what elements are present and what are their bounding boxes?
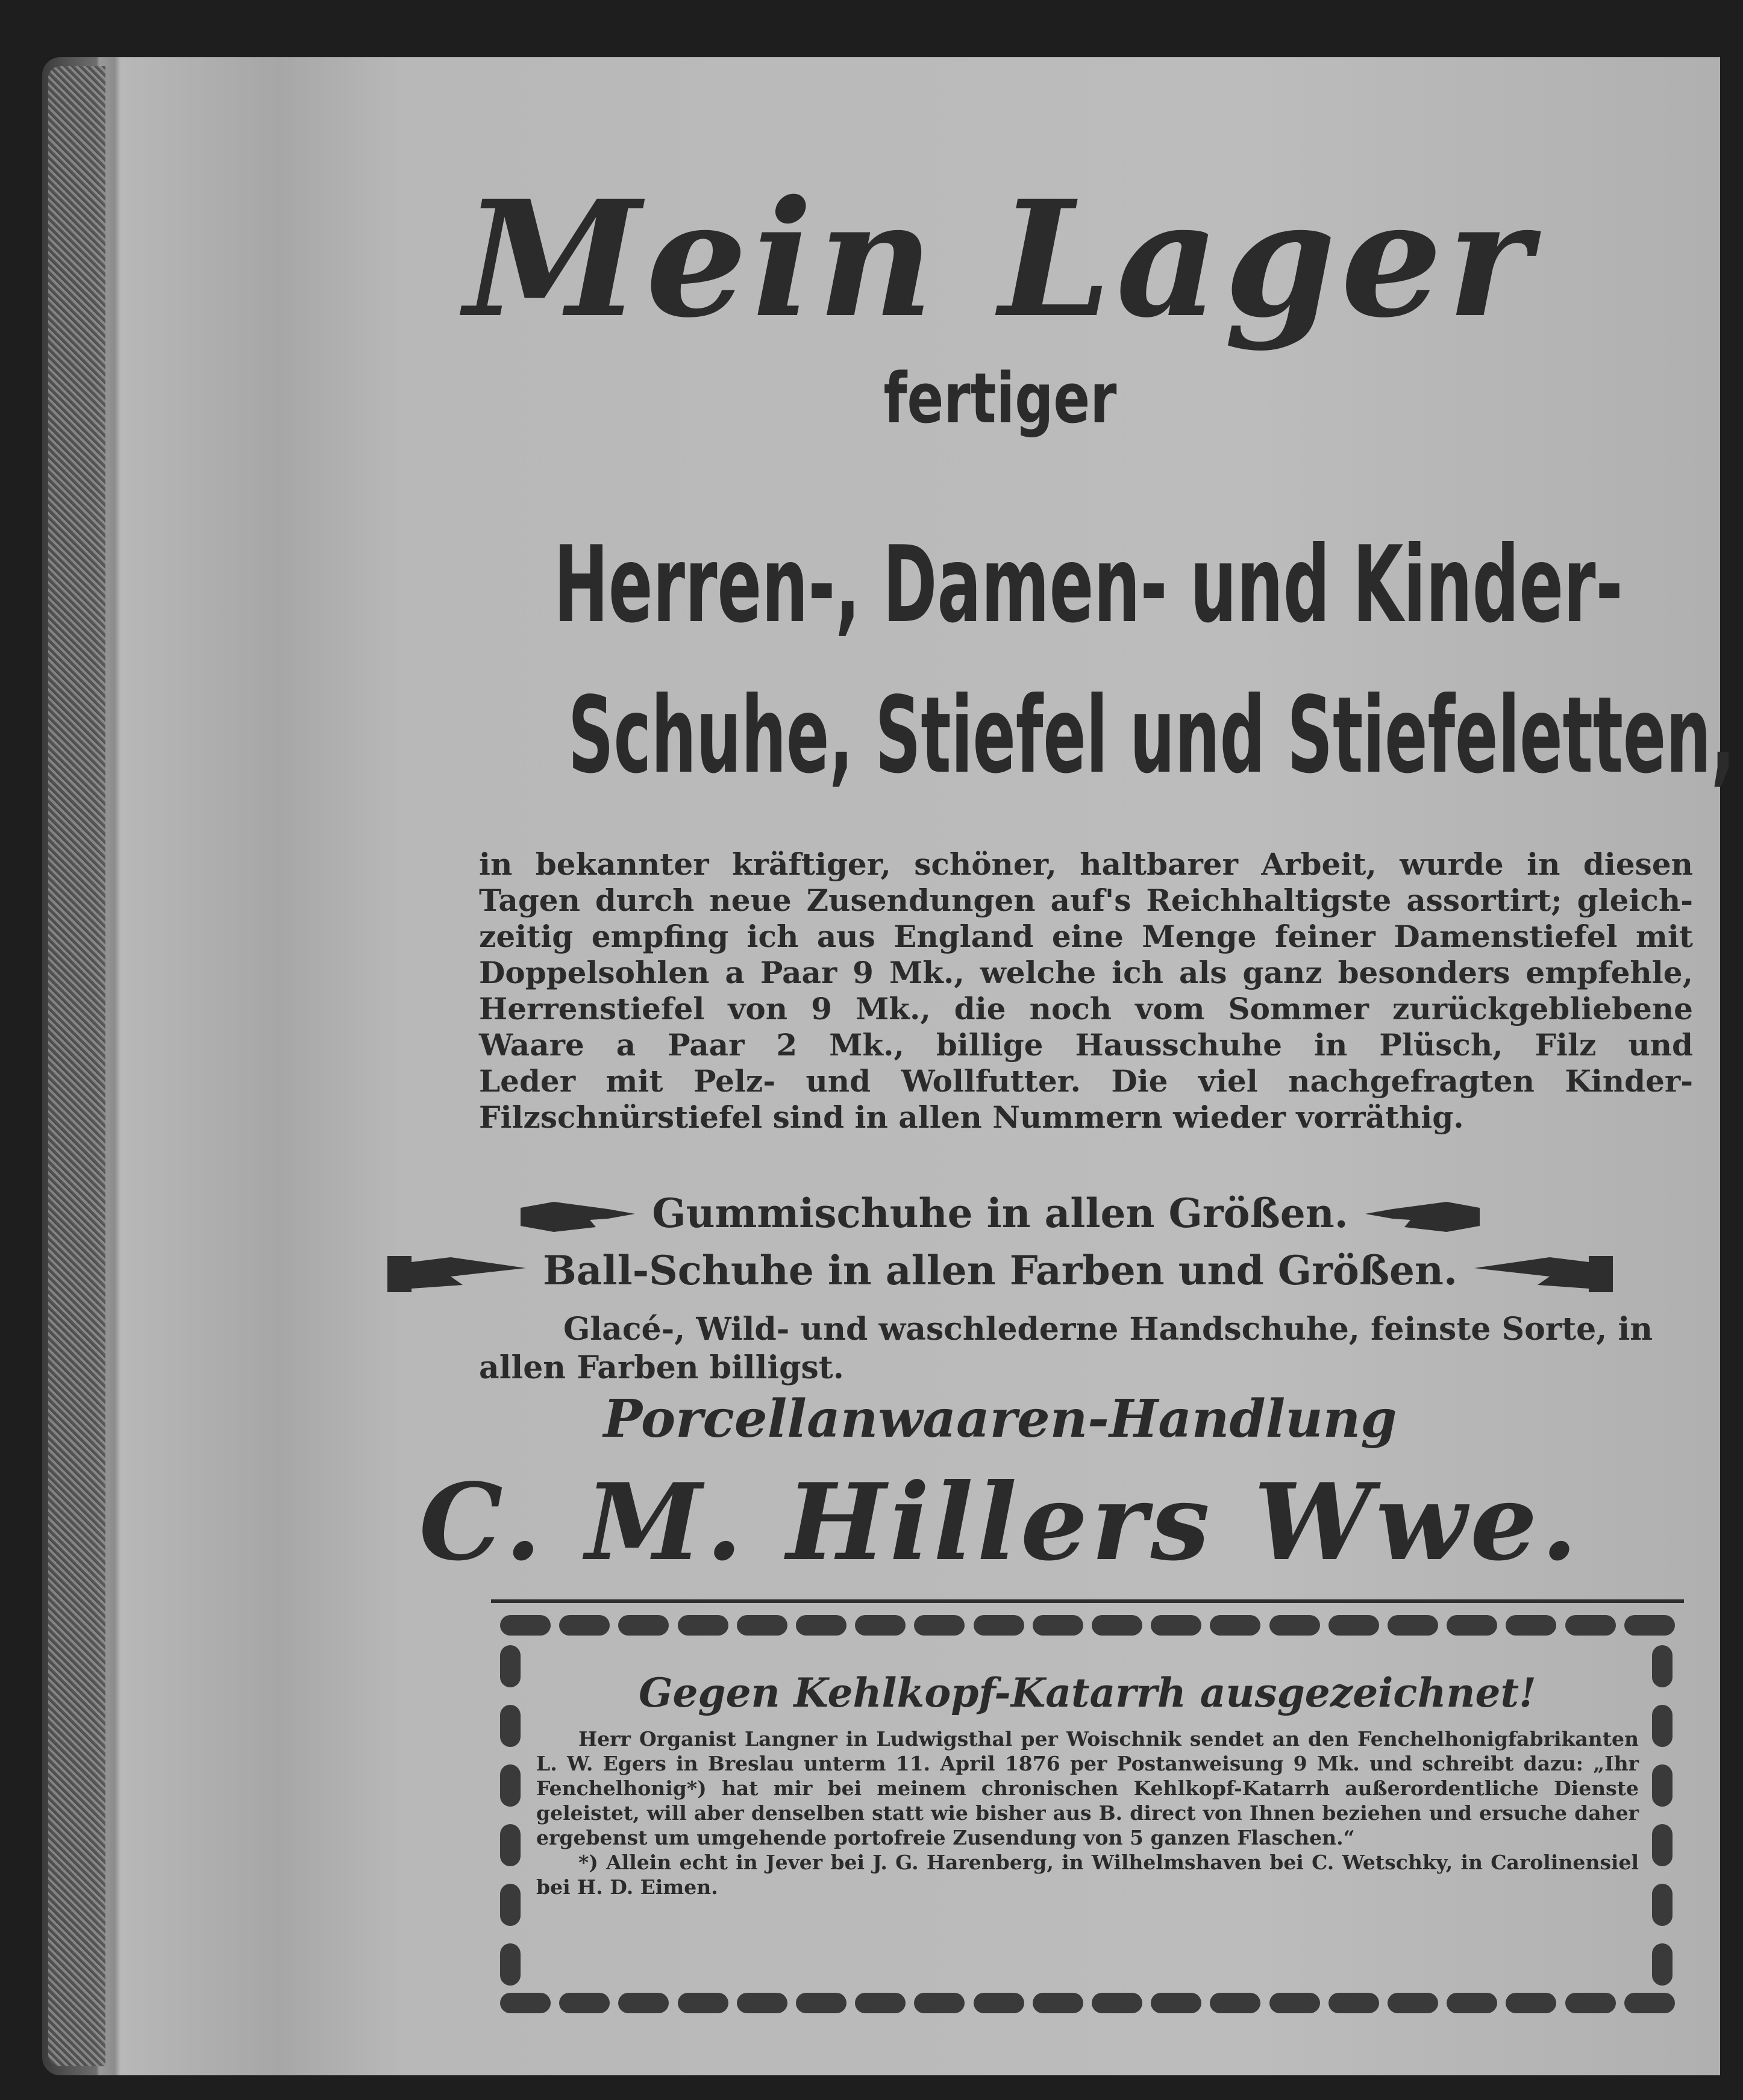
pointing-hand-left-icon	[1362, 1196, 1483, 1238]
notice-text: Herr Organist Langner in Ludwigsthal per Woischnik sendet an den Fenchelhonigfabrikanten L. W. Egers in Breslau unterm 11. April 1876 per Postanweisung 9 Mk. und schreibt dazu: „Ihr Fenchelhonig*) hat mir bei meinem chronischen Kehlkopf-Katarrh außerordentliche Dienste geleistet, will aber denselben statt wie bisher aus B. direct von Ihnen beziehen und ersuche daher ergebenst um umgehende portofreie Zusendung von 5 ganzen Flaschen.“	[536, 1727, 1639, 1849]
ad-body-line: in bekannter kräftiger, schöner, haltbarer Arbeit, wurde in diesen	[479, 846, 1693, 882]
book-cover-edge	[48, 66, 105, 2066]
notice-frame	[500, 1615, 1675, 2016]
newspaper-page	[280, 57, 1735, 2075]
notice-footnote: *) Allein echt in Jever bei J. G. Harenberg, in Wilhelmshaven bei C. Wetschky, in Carolinensiel bei H. D. Eimen.	[536, 1851, 1639, 1899]
ball-line	[280, 1247, 1720, 1298]
frame-top-border	[500, 1615, 1675, 1638]
ad-subtitle: fertiger	[883, 358, 1117, 439]
ad-body-line: Doppelsohlen a Paar 9 Mk., welche ich als ganz besonders empfehle,	[479, 955, 1693, 990]
glace-line: Glacé-, Wild- und waschlederne Handschuhe, feinste Sorte, in allen Farben billigst.	[479, 1311, 1653, 1386]
notice-headline: Gegen Kehlkopf-Katarrh ausgezeichnet!	[639, 1669, 1536, 1716]
ad-title: Mein Lager	[464, 166, 1536, 353]
ad-body-line: zeitig empfing ich aus England eine Menge feiner Damenstiefel mit	[479, 919, 1693, 954]
ad-body-line: Filzschnürstiefel sind in allen Nummern wieder vorräthig.	[479, 1099, 1464, 1135]
ad-body-paragraph	[479, 846, 1693, 1136]
ad-body-line: Tagen durch neue Zusendungen auf's Reichhaltigste assortirt; gleich-	[479, 883, 1693, 918]
ball-text: Ball-Schuhe in allen Farben und Größen.	[543, 1247, 1457, 1294]
gummi-line	[280, 1190, 1720, 1238]
gummi-text: Gummischuhe in allen Größen.	[652, 1190, 1348, 1237]
pointing-hand-left-icon	[1471, 1250, 1616, 1298]
ad-body-line: Waare a Paar 2 Mk., billige Hausschuhe in Plüsch, Filz und	[479, 1027, 1693, 1063]
ad-body-line: Herrenstiefel von 9 Mk., die noch vom Sommer zurückgebliebene	[479, 991, 1693, 1027]
pointing-hand-right-icon	[518, 1196, 638, 1238]
shop-type: Porcellanwaaren-Handlung	[603, 1389, 1397, 1449]
pointing-hand-right-icon	[384, 1250, 529, 1298]
ad-headline-1: Herren-, Damen- und Kinder-	[554, 524, 1623, 646]
frame-bottom-border	[500, 1993, 1675, 2016]
notice-body	[536, 1727, 1639, 1899]
firm-name: C. M. Hillers Wwe.	[419, 1461, 1582, 1584]
notice-box	[491, 1599, 1684, 2025]
ad-headline-2: Schuhe, Stiefel und Stiefeletten,	[568, 675, 1735, 797]
ad-body-line: Leder mit Pelz- und Wollfutter. Die viel nachgefragten Kinder-	[479, 1063, 1693, 1099]
